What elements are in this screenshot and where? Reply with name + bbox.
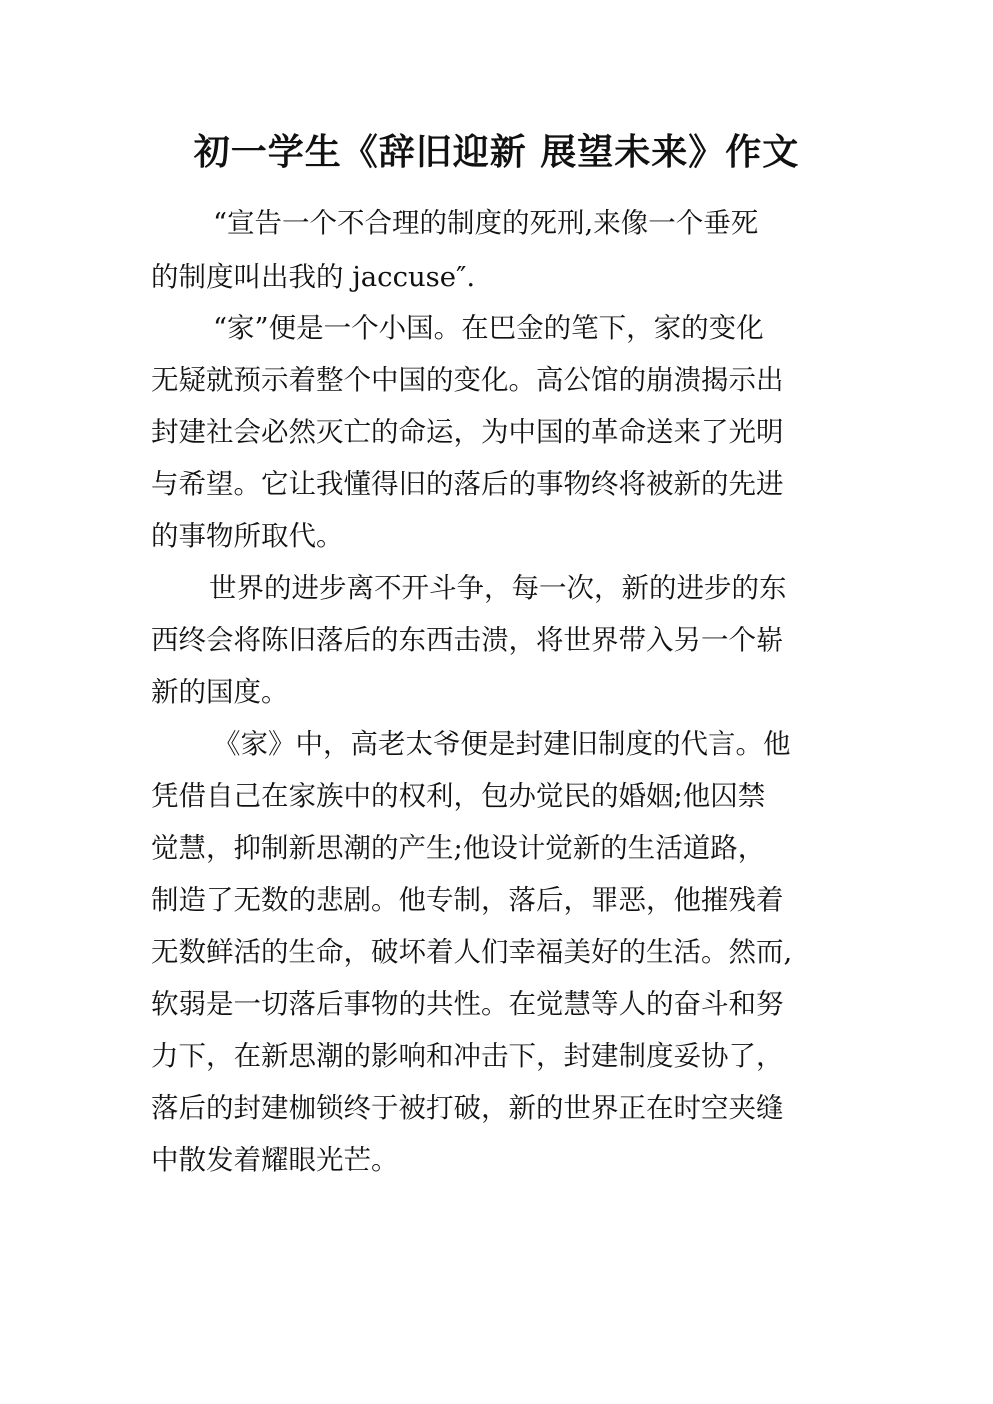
paragraph-1-line-1: “宣告一个不合理的制度的死刑,来像一个垂死 [213,207,759,239]
paragraph-3-line-2: 西终会将陈旧落后的东西击溃，将世界带入另一个崭 [151,624,784,656]
paragraph-1-line-2: 的制度叫出我的 jaccuse″. [151,261,476,293]
paragraph-4-line-8: 落后的封建枷锁终于被打破，新的世界正在时空夹缝 [151,1092,784,1124]
paragraph-4-line-9: 中散发着耀眼光芒。 [151,1144,399,1176]
paragraph-2-line-3: 封建社会必然灭亡的命运，为中国的革命送来了光明 [151,416,784,448]
paragraph-4-line-4: 制造了无数的悲剧。他专制，落后，罪恶，他摧残着 [151,884,784,916]
paragraph-3-line-3: 新的国度。 [151,676,289,708]
paragraph-2-line-4: 与希望。它让我懂得旧的落后的事物终将被新的先进 [151,468,784,500]
paragraph-3-line-1: 世界的进步离不开斗争，每一次，新的进步的东 [209,572,787,604]
paragraph-2-line-1: “家”便是一个小国。在巴金的笔下，家的变化 [213,312,764,344]
paragraph-4-line-1: 《家》中，高老太爷便是封建旧制度的代言。他 [213,728,791,760]
document-title: 初一学生《辞旧迎新 展望未来》作文 [193,132,800,173]
paragraph-4-line-2: 凭借自己在家族中的权利，包办觉民的婚姻;他囚禁 [151,780,766,812]
paragraph-4-line-5: 无数鲜活的生命，破坏着人们幸福美好的生活。然而, [151,936,793,968]
paragraph-2-line-5: 的事物所取代。 [151,520,344,552]
paragraph-4-line-6: 软弱是一切落后事物的共性。在觉慧等人的奋斗和努 [151,988,784,1020]
paragraph-2-line-2: 无疑就预示着整个中国的变化。高公馆的崩溃揭示出 [151,364,784,396]
paragraph-4-line-3: 觉慧，抑制新思潮的产生;他设计觉新的生活道路， [151,832,766,864]
paragraph-4-line-7: 力下，在新思潮的影响和冲击下，封建制度妥协了， [151,1040,784,1072]
